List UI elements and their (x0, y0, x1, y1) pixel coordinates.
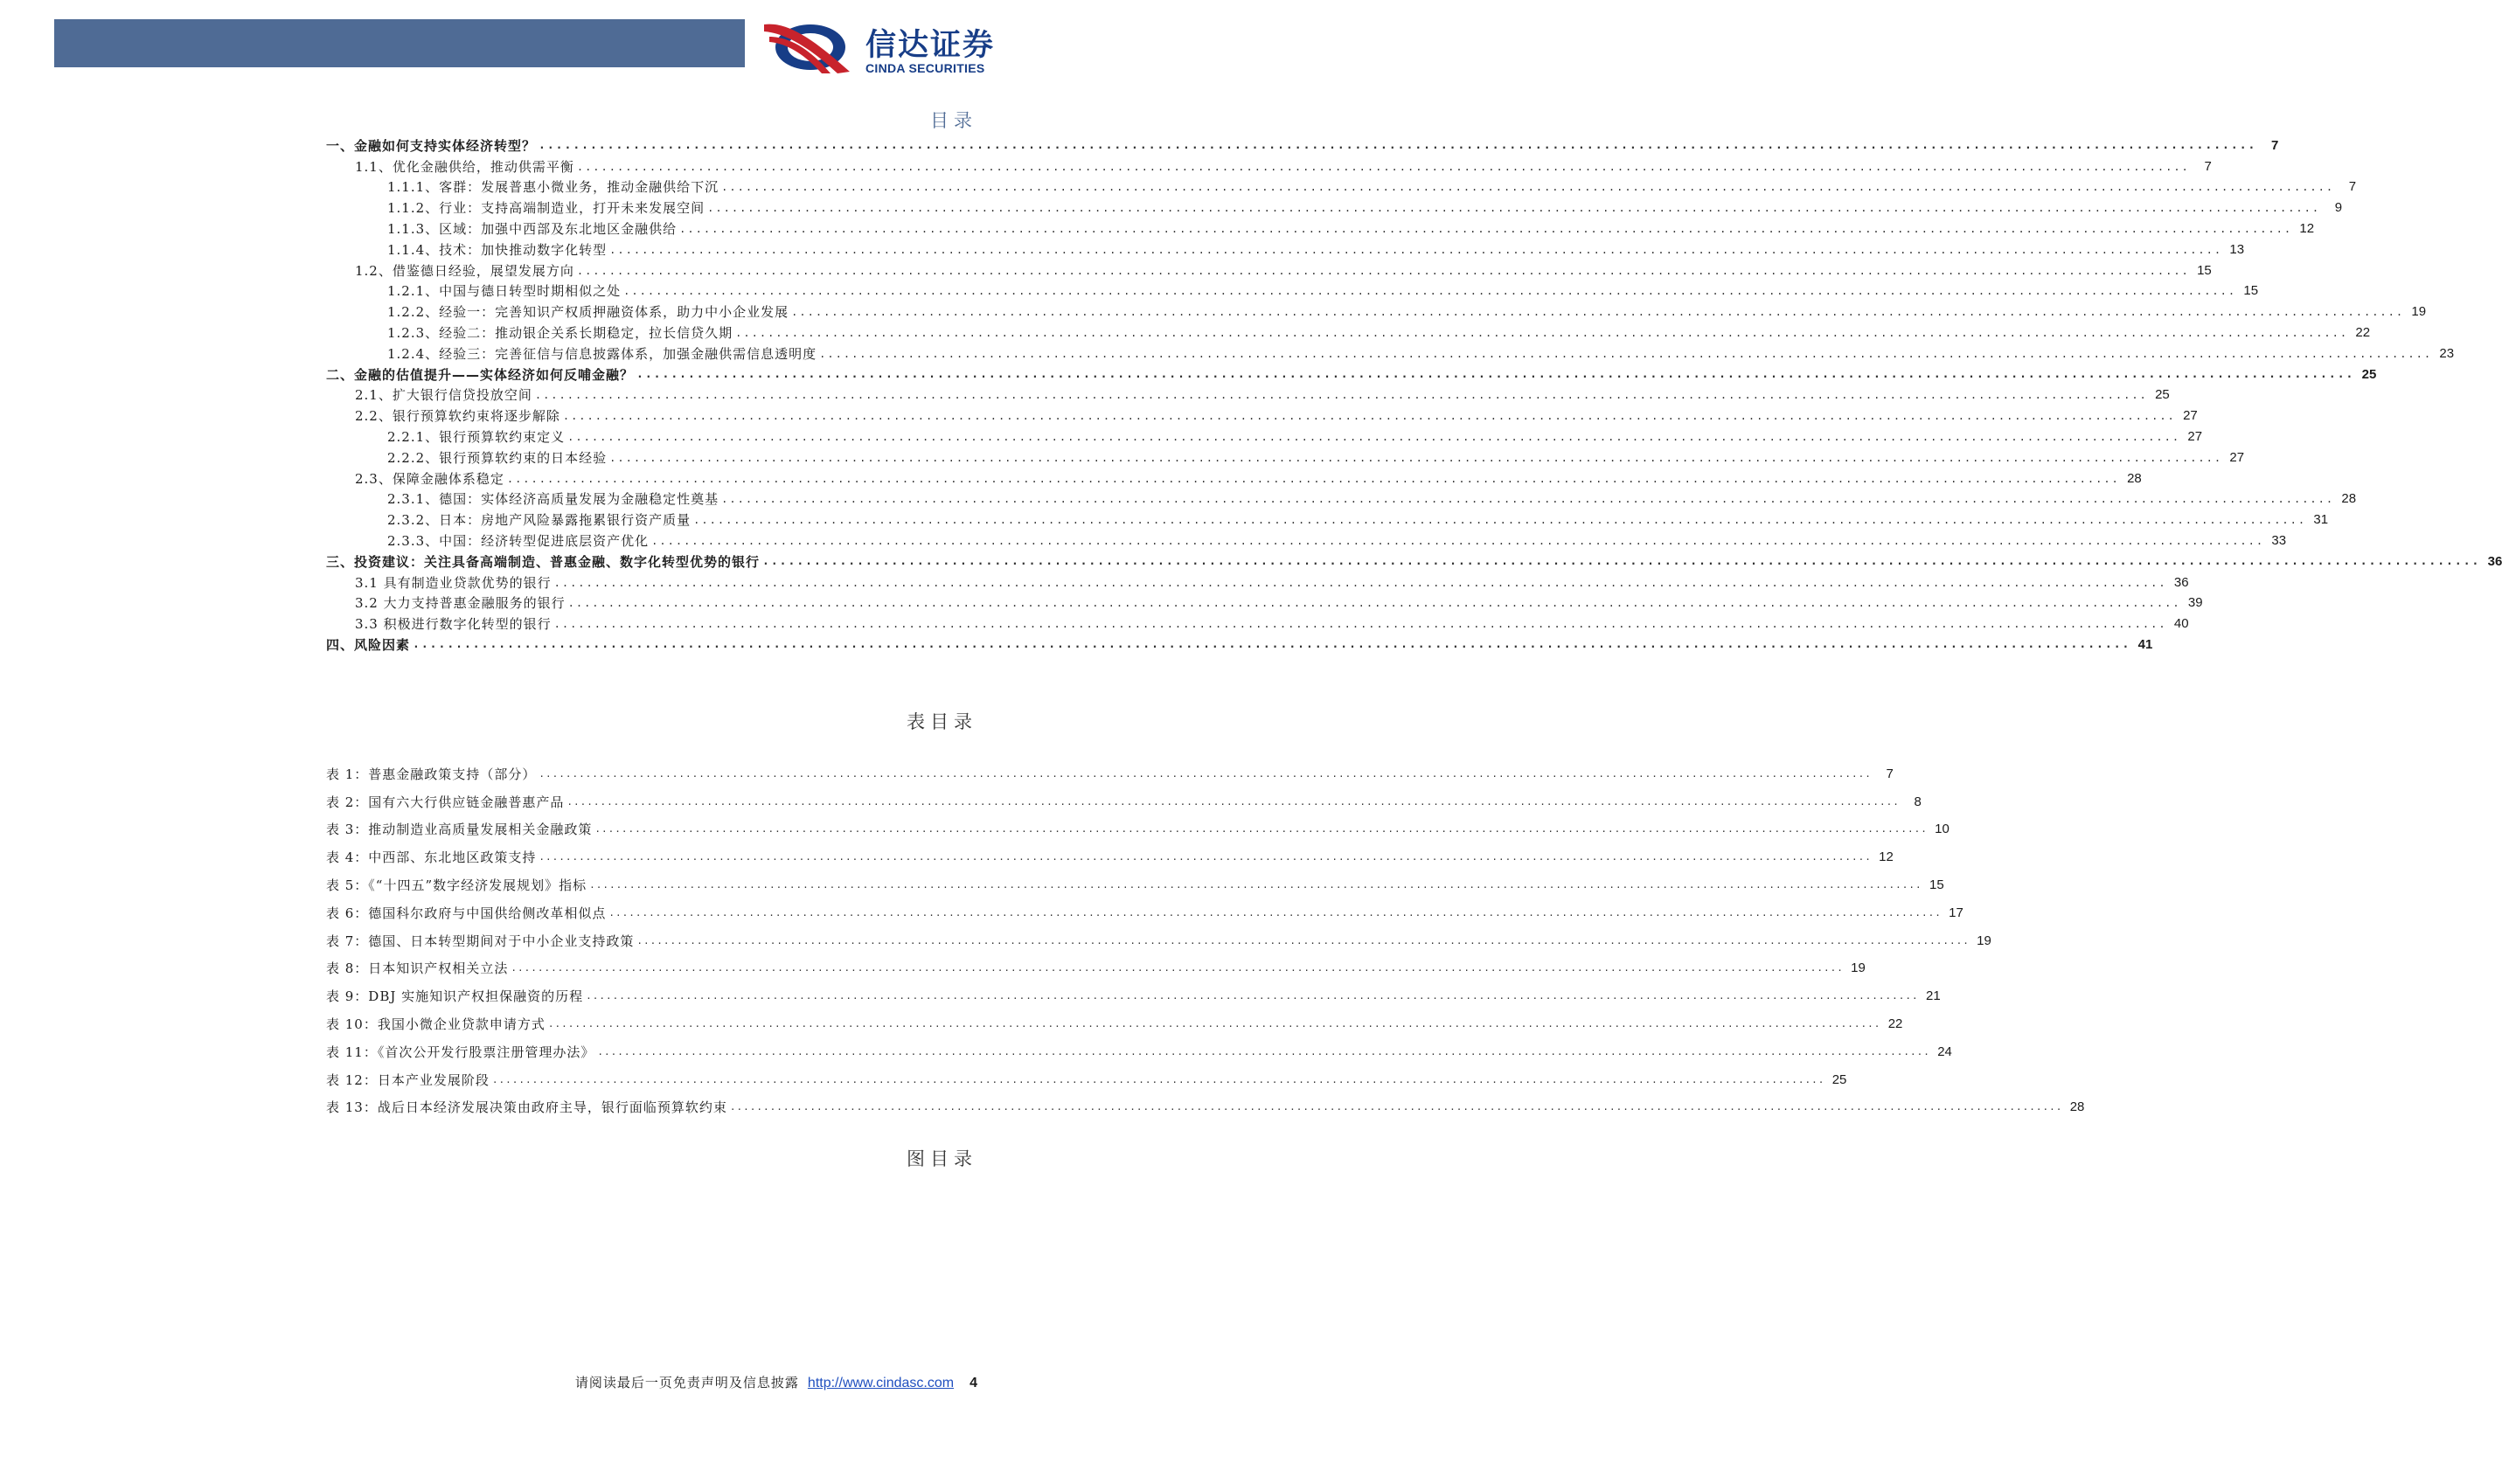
table-entry[interactable] (326, 755, 1894, 783)
dot-leader: ........................................................................................................................................................................................................ (721, 493, 2335, 506)
figure-list-title: 图目录 (907, 1148, 977, 1169)
table-entry-page: 10 (1935, 822, 1949, 837)
page-number: 4 (970, 1376, 977, 1390)
disclaimer-text: 请阅读最后一页免责声明及信息披露 (574, 1375, 799, 1390)
table-entry-text: 表 8：日本知识产权相关立法 (326, 960, 509, 977)
toc-entry-text: 1.2.1、中国与德日转型时期相似之处 (387, 283, 622, 300)
dot-leader: ........................................................................................................................................................................................................ (567, 430, 2181, 443)
table-entry-text: 表 2：国有六大行供应链金融普惠产品 (326, 794, 565, 810)
toc-title: 目录 (930, 110, 977, 131)
dot-leader: ........................................................................................................................................................................................................ (735, 326, 2349, 339)
dot-leader: ........................................................................................................................................................................................................ (636, 934, 1970, 947)
toc-entry-page: 41 (2137, 636, 2153, 652)
toc-entry-text: 1.2.2、经验一：完善知识产权质押融资体系，助力中小企业发展 (387, 304, 789, 321)
table-of-contents (326, 134, 2502, 654)
toc-entry-text: 1.2、借鉴德日经验，展望发展方向 (355, 262, 574, 279)
toc-entry-page: 28 (2127, 470, 2142, 486)
toc-entry[interactable] (326, 425, 2203, 446)
toc-entry-text: 1.1.1、客群：发展普惠小微业务，推动金融供给下沉 (387, 179, 719, 196)
toc-entry-text: 2.3、保障金融体系稳定 (355, 470, 504, 487)
toc-entry-page: 7 (2271, 137, 2279, 153)
dot-leader: ........................................................................................................................................................................................................ (589, 878, 1922, 891)
dot-leader: ........................................................................................................................................................................................................ (576, 160, 2190, 173)
table-entry-page: 17 (1949, 905, 1963, 920)
dot-leader: ........................................................................................................................................................................................................ (597, 1045, 1930, 1058)
table-entry-page: 8 (1914, 794, 1922, 809)
cinda-logo-icon (762, 16, 854, 75)
toc-entry-text: 3.1 具有制造业贷款优势的银行 (355, 574, 552, 591)
toc-entry-text: 四、风险因素 (326, 636, 411, 653)
toc-entry-text: 1.2.4、经验三：完善征信与信息披露体系，加强金融供需信息透明度 (387, 345, 817, 362)
table-entry[interactable] (326, 922, 1991, 950)
logo-chinese-name: 信达证券 (865, 28, 996, 63)
dot-leader: ........................................................................................................................................................................................................ (594, 823, 1928, 836)
dot-leader: ........................................................................................................................................................................................................ (547, 1017, 1881, 1030)
dot-leader: ........................................................................................................................................................................................................ (562, 410, 2176, 423)
toc-entry-page: 36 (2173, 574, 2189, 590)
table-entry[interactable] (326, 1033, 1952, 1061)
toc-entry-page: 27 (2229, 449, 2245, 465)
table-entry[interactable] (326, 838, 1894, 866)
toc-entry[interactable] (326, 571, 2189, 592)
dot-leader: ........................................................................................................................................................................................................ (609, 451, 2223, 464)
dot-leader: ........................................................................................................................................................................................................ (623, 285, 2237, 298)
table-entry-page: 19 (1977, 933, 1991, 948)
table-entry-text: 表 1：普惠金融政策支持（部分） (326, 766, 537, 782)
toc-entry-text: 二、金融的估值提升——实体经济如何反哺金融？ (326, 366, 635, 383)
toc-entry-text: 2.2.2、银行预算软约束的日本经验 (387, 449, 608, 466)
website-link[interactable]: http://www.cindasc.com (807, 1376, 955, 1390)
toc-entry[interactable] (326, 259, 2212, 280)
toc-entry[interactable] (326, 238, 2245, 259)
dot-leader: ........................................................................................................................................................................................................ (791, 306, 2405, 319)
table-entry[interactable] (326, 1089, 2085, 1117)
table-entry-page: 25 (1831, 1071, 1847, 1087)
toc-entry-text: 1.1.3、区域：加强中西部及东北地区金融供给 (387, 220, 678, 237)
toc-entry-page: 15 (2243, 283, 2259, 299)
table-list (326, 755, 2085, 1116)
dot-leader: ........................................................................................................................................................................................................ (553, 618, 2167, 631)
toc-entry[interactable] (326, 404, 2198, 425)
toc-entry-text: 3.2 大力支持普惠金融服务的银行 (355, 595, 566, 612)
toc-entry-text: 1.1.2、行业：支持高端制造业，打开未来发展空间 (387, 200, 705, 217)
toc-entry-text: 3.3 积极进行数字化转型的银行 (355, 616, 552, 633)
dot-leader: ........................................................................................................................................................................................................ (576, 264, 2190, 277)
toc-entry[interactable] (326, 612, 2189, 633)
table-entry[interactable] (326, 1005, 1903, 1033)
toc-entry-page: 36 (2487, 553, 2502, 569)
table-entry-text: 表 12：日本产业发展阶段 (326, 1071, 490, 1088)
toc-entry[interactable] (326, 280, 2259, 301)
dot-leader: ........................................................................................................................................................................................................ (506, 472, 2120, 485)
dot-leader: ........................................................................................................................................................................................................ (729, 1101, 2063, 1113)
table-entry[interactable] (326, 866, 1944, 894)
toc-entry[interactable] (326, 592, 2203, 613)
table-entry[interactable] (326, 894, 1963, 922)
table-list-title: 表目录 (907, 711, 977, 732)
dot-leader: ........................................................................................................................................................................................................ (413, 637, 2131, 651)
toc-entry-page: 27 (2187, 428, 2203, 444)
toc-entry-page: 23 (2439, 345, 2455, 361)
table-entry[interactable] (326, 783, 1922, 811)
dot-leader: ........................................................................................................................................................................................................ (609, 243, 2223, 256)
toc-entry-page: 28 (2341, 491, 2357, 507)
table-entry-page: 19 (1851, 960, 1866, 976)
dot-leader: ........................................................................................................................................................................................................ (553, 576, 2167, 589)
toc-entry[interactable] (326, 217, 2315, 238)
toc-entry-page: 40 (2173, 616, 2189, 632)
table-entry-text: 表 9：DBJ 实施知识产权担保融资的历程 (326, 988, 584, 1005)
toc-entry-page: 33 (2271, 532, 2287, 548)
table-entry-text: 表 10：我国小微企业贷款申请方式 (326, 1016, 546, 1032)
toc-entry-text: 2.2.1、银行预算软约束定义 (387, 428, 566, 445)
toc-entry-page: 25 (2361, 366, 2377, 382)
dot-leader: ........................................................................................................................................................................................................ (693, 514, 2307, 527)
dot-leader: ........................................................................................................................................................................................................ (566, 795, 1900, 808)
table-entry-text: 表 5：《“十四五”数字经济发展规划》指标 (326, 877, 587, 893)
table-entry-text: 表 6：德国科尔政府与中国供给侧改革相似点 (326, 905, 607, 921)
toc-entry-page: 27 (2183, 408, 2198, 424)
toc-entry[interactable] (326, 384, 2170, 405)
toc-entry-page: 13 (2229, 241, 2245, 257)
table-entry-page: 12 (1879, 849, 1894, 865)
toc-entry[interactable] (326, 529, 2287, 550)
toc-entry[interactable] (326, 446, 2245, 467)
toc-entry[interactable] (326, 134, 2279, 155)
table-entry[interactable] (326, 811, 1949, 839)
toc-entry[interactable] (326, 550, 2502, 571)
toc-entry-page: 15 (2197, 262, 2212, 278)
toc-entry-page: 9 (2334, 200, 2343, 216)
toc-entry[interactable] (326, 488, 2357, 509)
company-logo (762, 16, 1025, 77)
toc-entry-page: 25 (2155, 387, 2170, 403)
table-entry-page: 28 (2069, 1099, 2085, 1115)
toc-entry[interactable] (326, 467, 2142, 488)
toc-entry[interactable] (326, 176, 2357, 197)
dot-leader: ........................................................................................................................................................................................................ (819, 347, 2433, 360)
table-entry[interactable] (326, 1061, 1847, 1089)
toc-entry[interactable] (326, 196, 2343, 217)
toc-entry[interactable] (326, 155, 2212, 176)
toc-entry-text: 2.3.1、德国：实体经济高质量发展为金融稳定性奠基 (387, 491, 719, 508)
toc-entry-page: 7 (2348, 179, 2357, 195)
toc-entry-page: 19 (2411, 304, 2427, 320)
toc-entry-page: 39 (2187, 595, 2203, 611)
dot-leader: ........................................................................................................................................................................................................ (491, 1073, 1825, 1085)
dot-leader: ........................................................................................................................................................................................................ (707, 202, 2321, 215)
toc-entry[interactable] (326, 300, 2427, 321)
dot-leader: ........................................................................................................................................................................................................ (539, 138, 2257, 152)
dot-leader: ........................................................................................................................................................................................................ (721, 181, 2335, 194)
dot-leader: ........................................................................................................................................................................................................ (608, 906, 1942, 919)
toc-entry[interactable] (326, 508, 2329, 529)
dot-leader: ........................................................................................................................................................................................................ (539, 851, 1872, 863)
toc-entry-text: 2.3.3、中国：经济转型促进底层资产优化 (387, 532, 650, 549)
table-entry-page: 22 (1887, 1016, 1903, 1031)
table-entry[interactable] (326, 977, 1941, 1005)
logo-english-name: CINDA SECURITIES (865, 61, 985, 75)
table-entry-text: 表 4：中西部、东北地区政策支持 (326, 849, 537, 866)
dot-leader: ........................................................................................................................................................................................................ (511, 962, 1844, 974)
toc-entry-text: 2.3.2、日本：房地产风险暴露拖累银行资产质量 (387, 512, 692, 529)
toc-entry-text: 2.2、银行预算软约束将逐步解除 (355, 408, 560, 425)
toc-entry-text: 1.2.3、经验二：推动银企关系长期稳定，拉长信贷久期 (387, 324, 733, 341)
toc-entry-page: 12 (2299, 220, 2315, 236)
toc-entry[interactable] (326, 321, 2371, 342)
toc-entry-text: 1.1、优化金融供给，推动供需平衡 (355, 158, 574, 175)
dot-leader: ........................................................................................................................................................................................................ (762, 554, 2481, 568)
dot-leader: ........................................................................................................................................................................................................ (636, 367, 2355, 381)
dot-leader: ........................................................................................................................................................................................................ (567, 597, 2181, 610)
table-entry-page: 15 (1929, 877, 1944, 892)
toc-entry[interactable] (326, 633, 2153, 654)
table-entry-text: 表 7：德国、日本转型期间对于中小企业支持政策 (326, 933, 635, 949)
table-entry[interactable] (326, 950, 1866, 978)
toc-entry-text: 三、投资建议：关注具备高端制造、普惠金融、数字化转型优势的银行 (326, 553, 761, 570)
table-entry-text: 表 3：推动制造业高质量发展相关金融政策 (326, 822, 593, 838)
dot-leader: ........................................................................................................................................................................................................ (534, 389, 2148, 402)
dot-leader: ........................................................................................................................................................................................................ (679, 222, 2293, 235)
toc-entry-page: 22 (2355, 324, 2371, 340)
table-entry-page: 7 (1886, 766, 1894, 781)
toc-entry-text: 一、金融如何支持实体经济转型？ (326, 137, 537, 154)
table-entry-text: 表 11：《首次公开发行股票注册管理办法》 (326, 1044, 595, 1060)
page-footer (575, 1373, 977, 1391)
toc-entry[interactable] (326, 342, 2455, 363)
toc-entry-text: 1.1.4、技术：加快推动数字化转型 (387, 241, 608, 258)
dot-leader: ........................................................................................................................................................................................................ (539, 767, 1872, 780)
toc-entry-page: 7 (2204, 158, 2212, 174)
table-entry-text: 表 13：战后日本经济发展决策由政府主导，银行面临预算软约束 (326, 1099, 727, 1116)
toc-entry[interactable] (326, 363, 2377, 384)
table-entry-page: 24 (1937, 1044, 1952, 1059)
dot-leader: ........................................................................................................................................................................................................ (651, 534, 2265, 547)
toc-entry-text: 2.1、扩大银行信贷投放空间 (355, 387, 532, 404)
header-bar (54, 19, 745, 67)
dot-leader: ........................................................................................................................................................................................................ (586, 990, 1919, 1002)
toc-entry-page: 31 (2313, 512, 2329, 528)
table-entry-page: 21 (1925, 988, 1941, 1004)
